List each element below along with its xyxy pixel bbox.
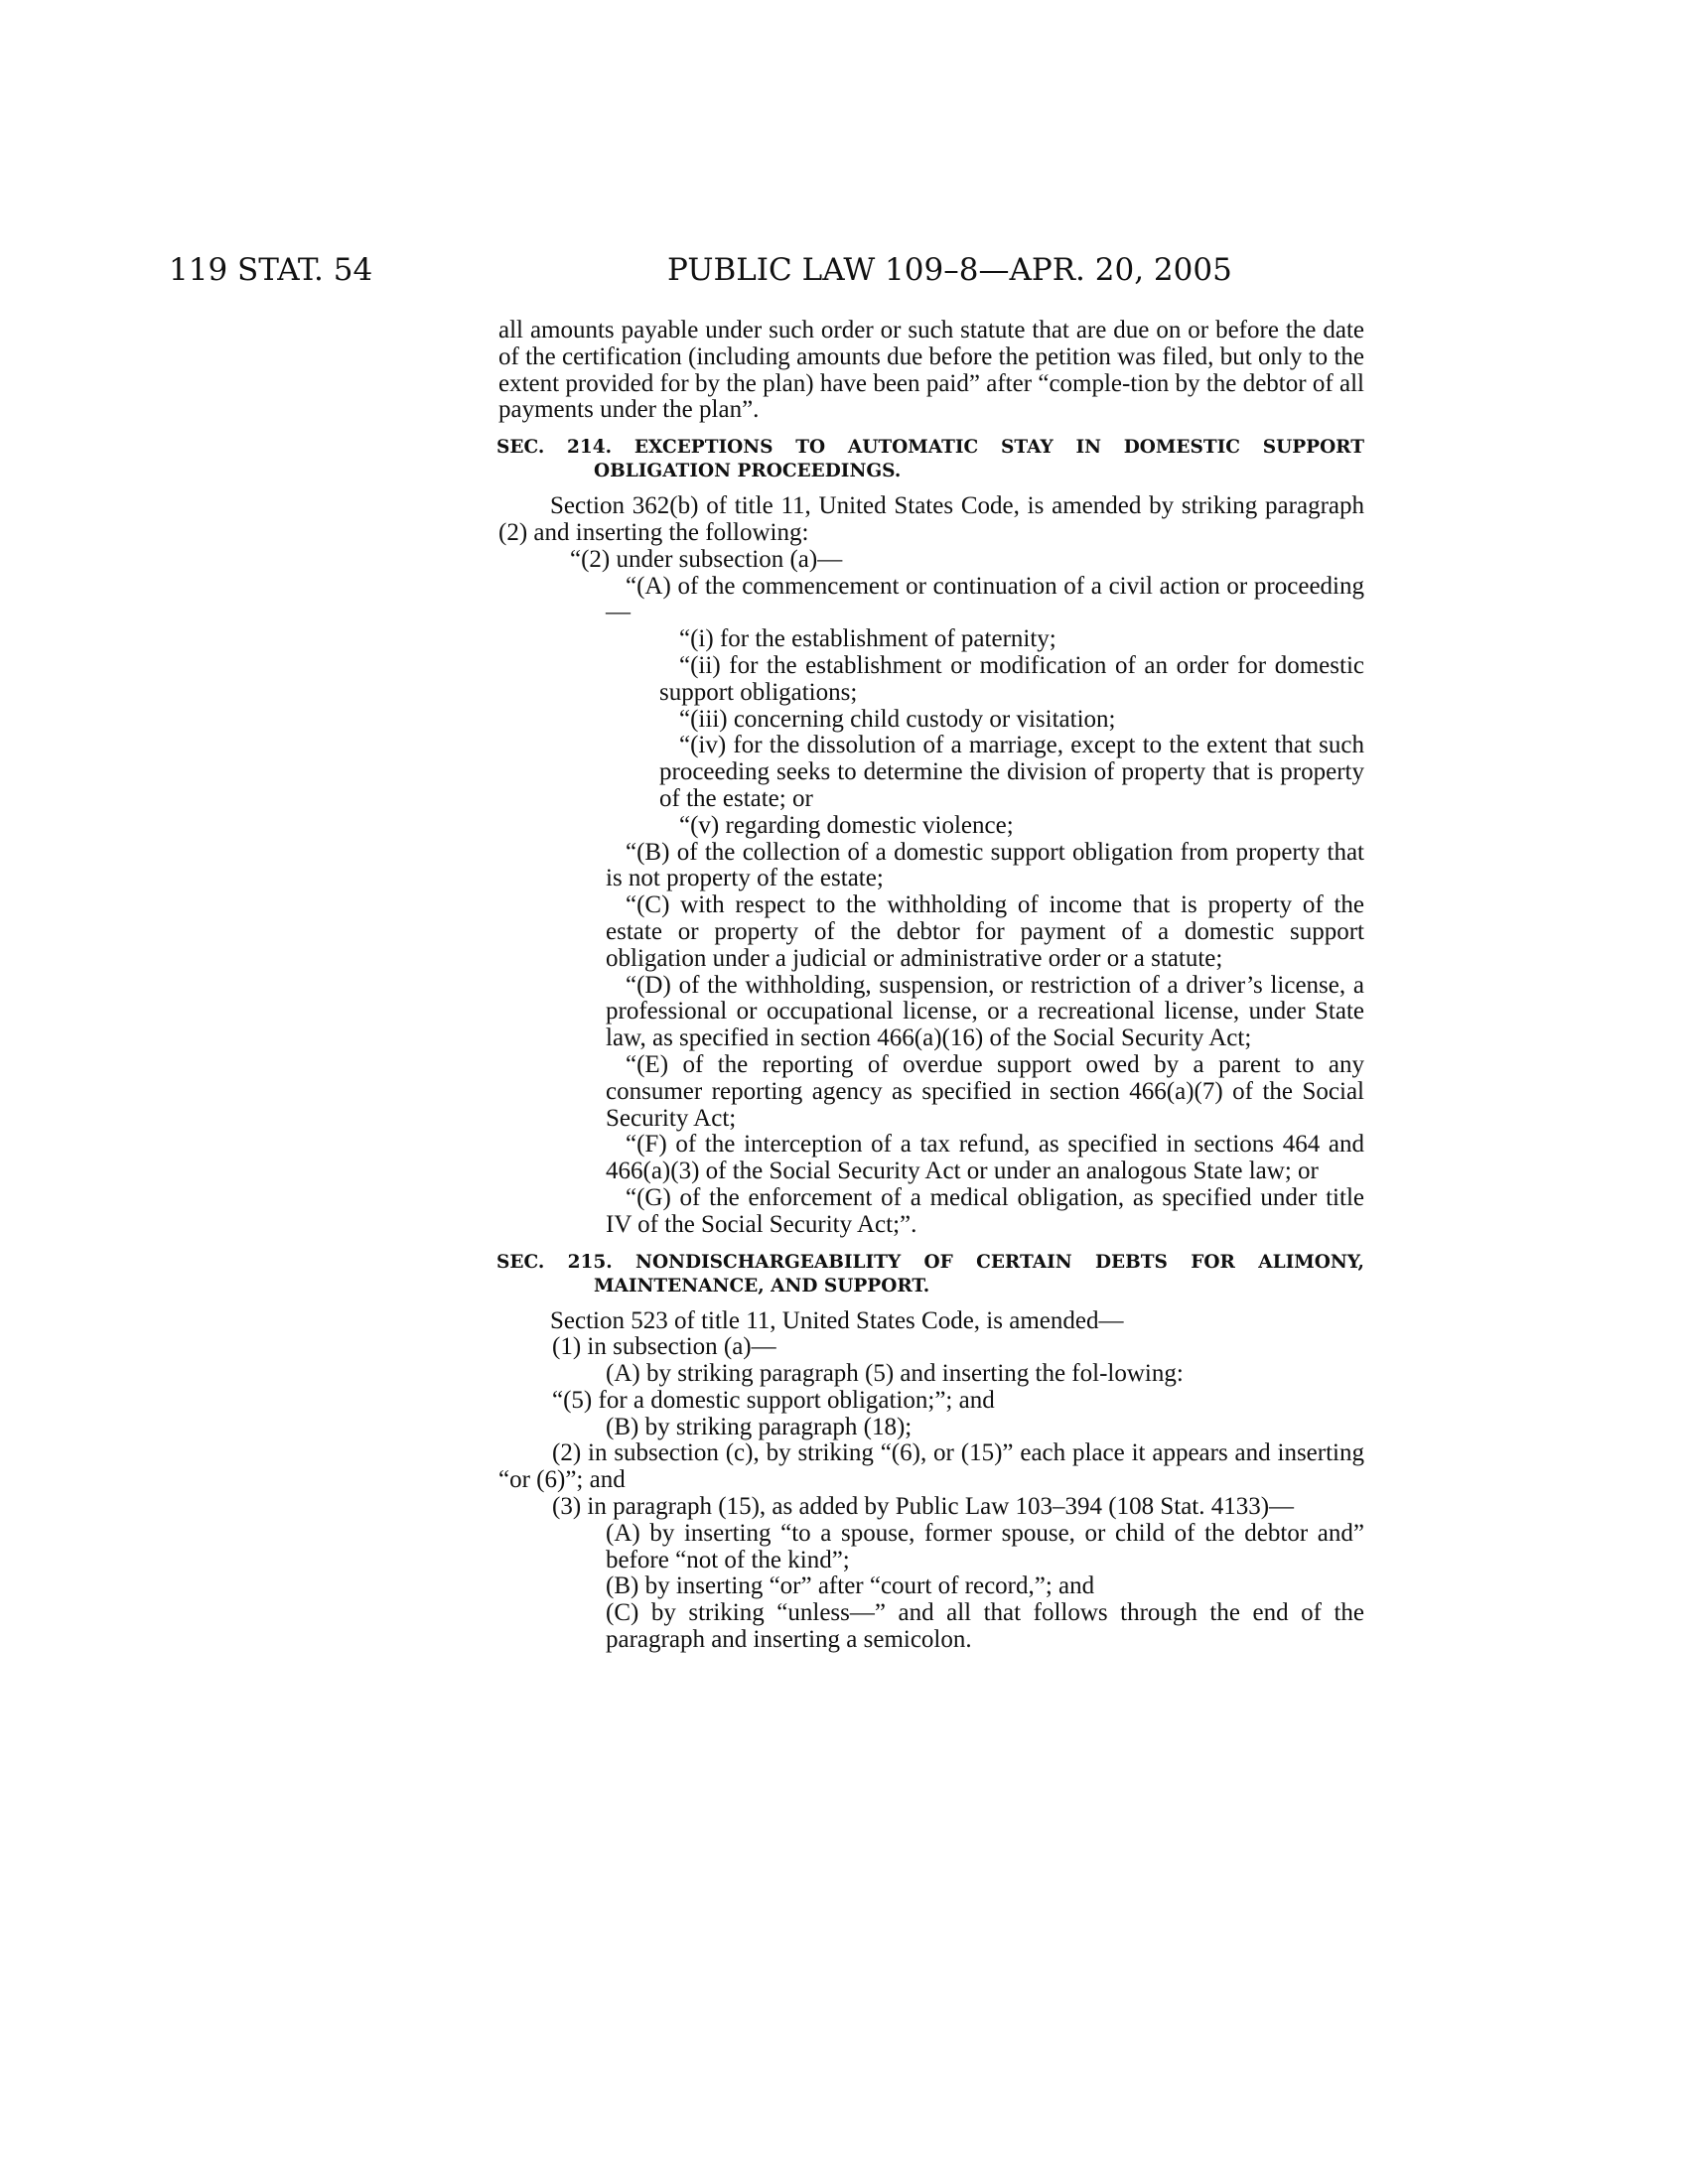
- paragraph: (A) by inserting “to a spouse, former spouse, or child of the debtor and” before “not of the kind”;: [606, 1519, 1364, 1573]
- running-head: PUBLIC LAW 109–8—APR. 20, 2005: [667, 252, 1232, 288]
- paragraph: all amounts payable under such order or such statute that are due on or before the date of the certification (including amounts due before the petition was filed, but only to the extent provided for by the plan) have been paid” after “comple-tion by the debtor of all payments under the plan”.: [498, 317, 1364, 424]
- paragraph: “(E) of the reporting of overdue support owed by a parent to any consumer reporting agency as specified in section 466(a)(7) of the Social Security Act;: [606, 1050, 1364, 1132]
- paragraph: “(D) of the withholding, suspension, or restriction of a driver’s license, a professional or occupational license, or a recreational license, under State law, as specified in section 466(a)(16) of the Social Security Act;: [606, 971, 1364, 1052]
- paragraph: (3) in paragraph (15), as added by Public Law 103–394 (108 Stat. 4133)—: [552, 1493, 1295, 1521]
- statute-page-reference: 119 STAT. 54: [169, 252, 373, 288]
- paragraph: “(2) under subsection (a)—: [570, 545, 843, 573]
- paragraph: (B) by striking paragraph (18);: [606, 1413, 913, 1440]
- paragraph: Section 362(b) of title 11, United States Code, is amended by striking paragraph (2) and inserting the following:: [498, 492, 1364, 546]
- paragraph: (1) in subsection (a)—: [552, 1333, 776, 1361]
- paragraph: “(5) for a domestic support obligation;”; and: [552, 1386, 995, 1414]
- section-heading-214: SEC. 214. EXCEPTIONS TO AUTOMATIC STAY IN DOMESTIC SUPPORT OBLIGATION PROCEEDINGS.: [496, 437, 1364, 482]
- paragraph: (C) by striking “unless—” and all that follows through the end of the paragraph and inserting a semicolon.: [606, 1599, 1364, 1654]
- paragraph: “(F) of the interception of a tax refund, as specified in sections 464 and 466(a)(3) of the Social Security Act or under an analogous State law; or: [606, 1131, 1364, 1185]
- paragraph: Section 523 of title 11, United States Code, is amended—: [550, 1306, 1124, 1334]
- paragraph: “(B) of the collection of a domestic support obligation from property that is not property of the estate;: [606, 838, 1364, 892]
- body-text: [498, 318, 1364, 1654]
- paragraph: “(ii) for the establishment or modification of an order for domestic support obligations;: [659, 651, 1364, 706]
- paragraph: “(i) for the establishment of paternity;: [679, 625, 1056, 653]
- page-header: [0, 252, 1688, 292]
- paragraph: “(v) regarding domestic violence;: [679, 811, 1014, 839]
- paragraph: (2) in subsection (c), by striking “(6), or (15)” each place it appears and inserting “or (6)”; and: [498, 1439, 1364, 1494]
- section-heading-215: SEC. 215. NONDISCHARGEABILITY OF CERTAIN DEBTS FOR ALIMONY, MAINTENANCE, AND SUPPORT.: [496, 1251, 1364, 1297]
- paragraph: “(iii) concerning child custody or visitation;: [679, 705, 1116, 733]
- paragraph: “(G) of the enforcement of a medical obligation, as specified under title IV of the Social Security Act;”.: [606, 1183, 1364, 1238]
- paragraph: “(iv) for the dissolution of a marriage, except to the extent that such proceeding seeks to determine the division of property that is property of the estate; or: [659, 732, 1364, 812]
- paragraph: “(C) with respect to the withholding of income that is property of the estate or property of the debtor for payment of a domestic support obligation under a judicial or administrative order or a statute;: [606, 891, 1364, 972]
- paragraph: (B) by inserting “or” after “court of record,”; and: [606, 1572, 1095, 1600]
- paragraph: (A) by striking paragraph (5) and inserting the fol-lowing:: [606, 1360, 1184, 1388]
- paragraph: “(A) of the commencement or continuation of a civil action or proceeding—: [606, 572, 1364, 626]
